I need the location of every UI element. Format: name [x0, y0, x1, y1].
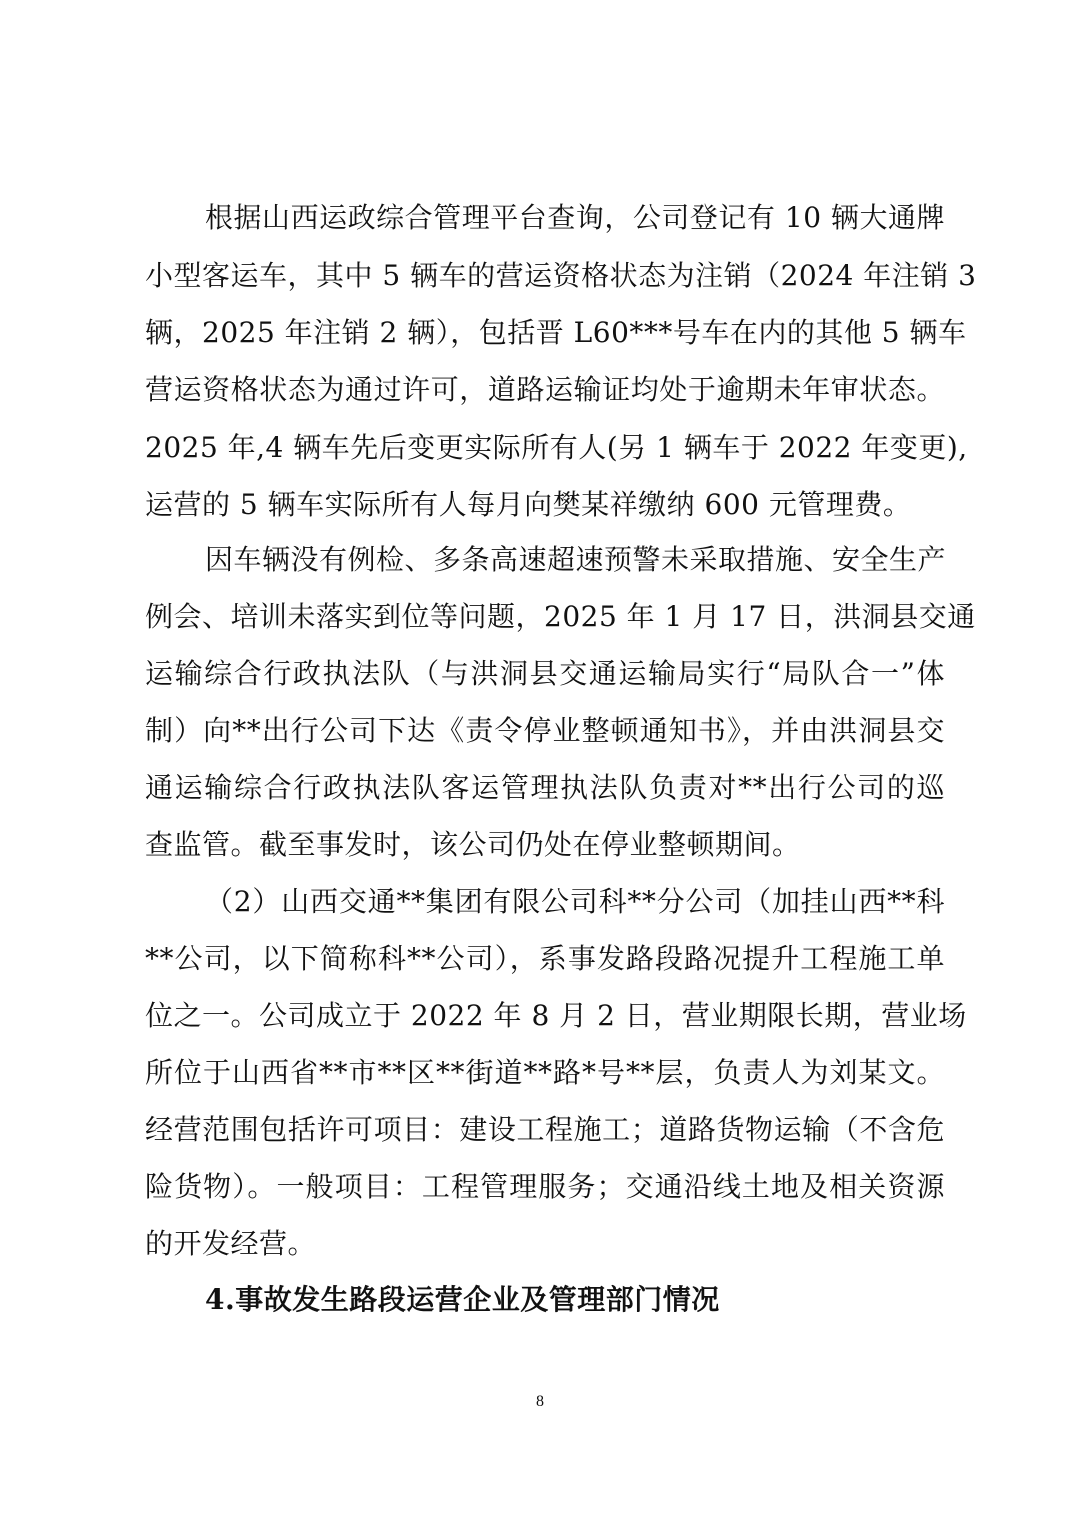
- paragraph-2-line-4: 制）向**出行公司下达《责令停业整顿通知书》，并由洪洞县交: [145, 714, 945, 747]
- paragraph-2-line-6: 查监管。截至事发时，该公司仍处在停业整顿期间。: [145, 828, 801, 861]
- paragraph-1-line-2: 小型客运车，其中 5 辆车的营运资格状态为注销（2024 年注销 3: [145, 259, 977, 292]
- paragraph-1-line-1: 根据山西运政综合管理平台查询，公司登记有 10 辆大通牌: [205, 201, 945, 234]
- paragraph-3-line-3: 位之一。公司成立于 2022 年 8 月 2 日，营业期限长期，营业场: [145, 999, 967, 1032]
- paragraph-1-line-4: 营运资格状态为通过许可，道路运输证均处于逾期未年审状态。: [145, 373, 945, 406]
- paragraph-3-line-7: 的开发经营。: [145, 1227, 317, 1260]
- paragraph-2-line-3: 运输综合行政执法队（与洪洞县交通运输局实行“局队合一”体: [145, 657, 945, 690]
- paragraph-3-line-4: 所位于山西省**市**区**街道**路*号**层，负责人为刘某文。: [145, 1056, 945, 1089]
- paragraph-1-line-5: 2025 年,4 辆车先后变更实际所有人(另 1 辆车于 2022 年变更),: [145, 431, 968, 464]
- paragraph-3-line-2: **公司，以下简称科**公司），系事发路段路况提升工程施工单: [145, 942, 945, 975]
- page-number: 8: [536, 1393, 544, 1410]
- paragraph-2-line-1: 因车辆没有例检、多条高速超速预警未采取措施、安全生产: [205, 543, 947, 576]
- section-heading: 4.事故发生路段运营企业及管理部门情况: [205, 1283, 720, 1316]
- paragraph-3-line-5: 经营范围包括许可项目：建设工程施工；道路货物运输（不含危: [145, 1113, 945, 1146]
- paragraph-1-line-6: 运营的 5 辆车实际所有人每月向樊某祥缴纳 600 元管理费。: [145, 488, 912, 521]
- paragraph-3-line-1: （2）山西交通**集团有限公司科**分公司（加挂山西**科: [205, 885, 945, 918]
- paragraph-1-line-3: 辆，2025 年注销 2 辆），包括晋 L60***号车在内的其他 5 辆车: [145, 316, 967, 349]
- paragraph-2-line-5: 通运输综合行政执法队客运管理执法队负责对**出行公司的巡: [145, 771, 945, 804]
- paragraph-3-line-6: 险货物）。一般项目：工程管理服务；交通沿线土地及相关资源: [145, 1170, 945, 1203]
- paragraph-2-line-2: 例会、培训未落实到位等问题，2025 年 1 月 17 日，洪洞县交通: [145, 600, 976, 633]
